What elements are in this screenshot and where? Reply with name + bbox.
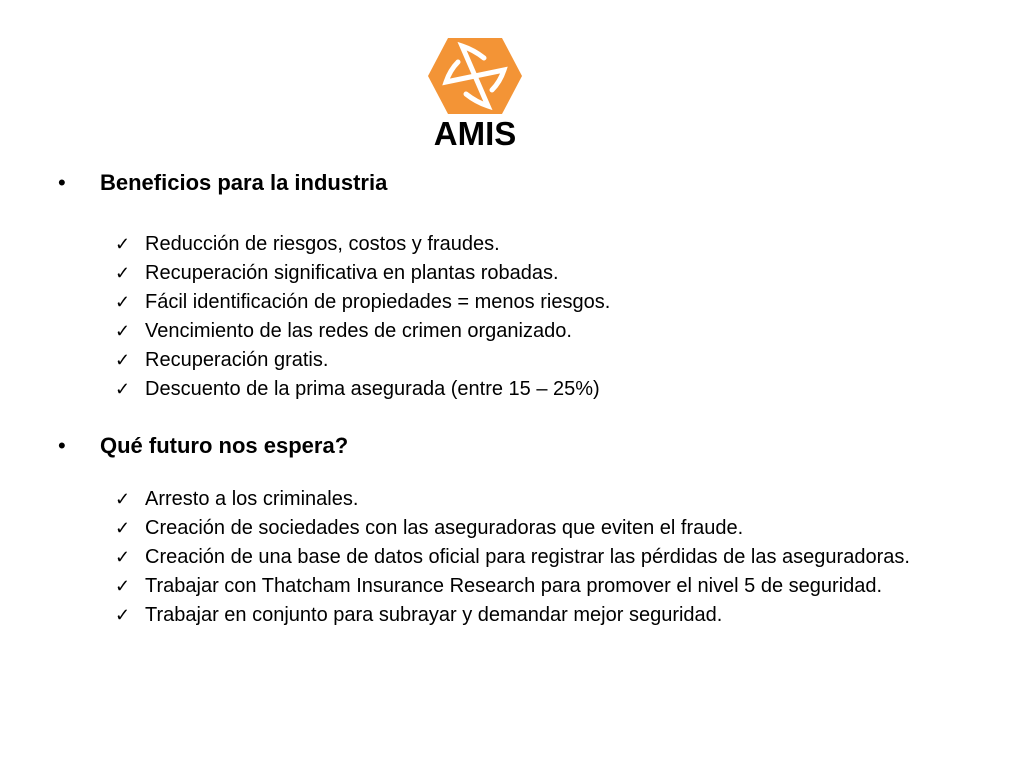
logo-text: AMIS	[433, 115, 517, 152]
checkmark-icon: ✓	[115, 605, 131, 625]
list-item: ✓ Creación de sociedades con las aseguradoras que eviten el fraude.	[115, 517, 744, 539]
checkmark-icon: ✓	[115, 576, 131, 596]
checkmark-icon: ✓	[115, 489, 131, 509]
bullet: •	[58, 170, 66, 195]
bullet: •	[58, 433, 66, 458]
list-item: ✓ Reducción de riesgos, costos y fraudes.	[115, 233, 500, 255]
list-item: ✓ Recuperación significativa en plantas robadas.	[115, 262, 559, 284]
list-item: ✓ Vencimiento de las redes de crimen organizado.	[115, 320, 572, 342]
benefits-list	[115, 233, 963, 407]
checkmark-icon: ✓	[115, 263, 131, 283]
list-item: ✓ Arresto a los criminales.	[115, 488, 359, 510]
section-title: Beneficios para la industria	[100, 170, 388, 195]
amis-hexagon-icon	[418, 36, 532, 116]
list-item: ✓ Creación de una base de datos oficial para registrar las pérdidas de las aseguradoras.	[115, 546, 910, 568]
checkmark-icon: ✓	[115, 518, 131, 538]
future-list	[115, 488, 963, 633]
checkmark-icon: ✓	[115, 350, 131, 370]
list-item: ✓ Trabajar en conjunto para subrayar y demandar mejor seguridad.	[115, 604, 723, 626]
list-item: ✓ Descuento de la prima asegurada (entre 15 – 25%)	[115, 378, 600, 400]
section-heading-future	[58, 433, 348, 459]
checkmark-icon: ✓	[115, 234, 131, 254]
amis-logo	[418, 36, 532, 154]
list-item: ✓ Recuperación gratis.	[115, 349, 329, 371]
checkmark-icon: ✓	[115, 321, 131, 341]
checkmark-icon: ✓	[115, 547, 131, 567]
list-item: ✓ Trabajar con Thatcham Insurance Research para promover el nivel 5 de seguridad.	[115, 575, 883, 597]
list-item: ✓ Fácil identificación de propiedades = menos riesgos.	[115, 291, 611, 313]
section-title: Qué futuro nos espera?	[100, 433, 349, 458]
checkmark-icon: ✓	[115, 292, 131, 312]
checkmark-icon: ✓	[115, 379, 131, 399]
section-heading-benefits	[58, 170, 387, 196]
